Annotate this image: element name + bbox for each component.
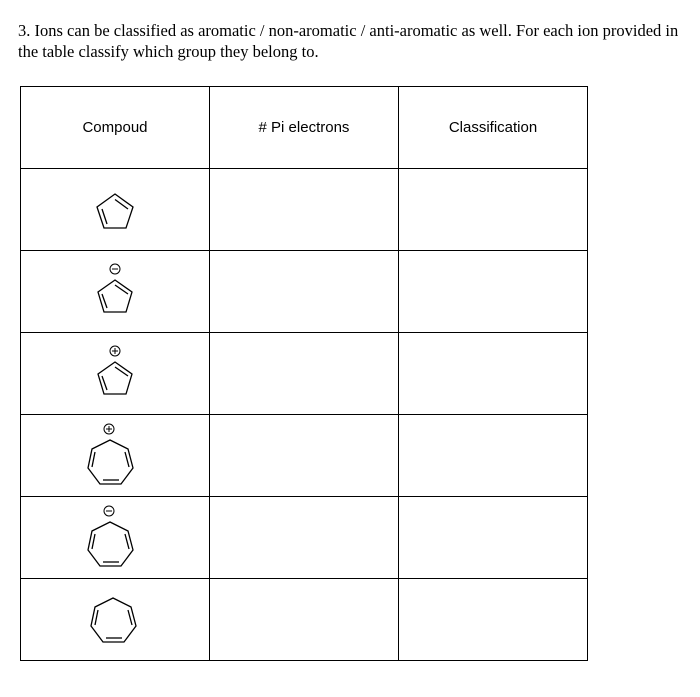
table-row [21, 579, 588, 661]
question-text: 3. Ions can be classified as aromatic / non-aromatic / anti-aromatic as well. For each ion provided in the table classify which group they belong to. [18, 21, 679, 61]
pi-electrons-cell[interactable] [210, 579, 399, 661]
cycloheptatrienyl-cation-structure-icon [83, 420, 147, 492]
table-row [21, 497, 588, 579]
cyclopentadiene-structure-icon [85, 180, 145, 240]
header-pi-electrons: # Pi electrons [210, 87, 399, 169]
header-compound: Compoud [21, 87, 210, 169]
classification-cell[interactable] [399, 415, 588, 497]
header-classification: Classification [399, 87, 588, 169]
pi-electrons-cell[interactable] [210, 251, 399, 333]
compound-cell [21, 169, 210, 251]
table-row [21, 251, 588, 333]
compound-cell [21, 497, 210, 579]
pi-electrons-cell[interactable] [210, 497, 399, 579]
table-row [21, 333, 588, 415]
pi-electrons-cell[interactable] [210, 415, 399, 497]
classification-table [20, 86, 588, 661]
compound-cell [21, 251, 210, 333]
table-row [21, 169, 588, 251]
classification-cell[interactable] [399, 169, 588, 251]
cycloheptatriene-structure-icon [83, 588, 147, 652]
cyclopentadienyl-anion-structure-icon [85, 261, 145, 323]
compound-cell [21, 415, 210, 497]
classification-cell[interactable] [399, 333, 588, 415]
header-row [21, 87, 588, 169]
cycloheptatrienyl-anion-structure-icon [83, 502, 147, 574]
compound-cell [21, 333, 210, 415]
classification-cell[interactable] [399, 497, 588, 579]
classification-cell[interactable] [399, 579, 588, 661]
pi-electrons-cell[interactable] [210, 333, 399, 415]
table-row [21, 415, 588, 497]
pi-electrons-cell[interactable] [210, 169, 399, 251]
compound-cell [21, 579, 210, 661]
classification-cell[interactable] [399, 251, 588, 333]
cyclopentadienyl-cation-structure-icon [85, 343, 145, 405]
